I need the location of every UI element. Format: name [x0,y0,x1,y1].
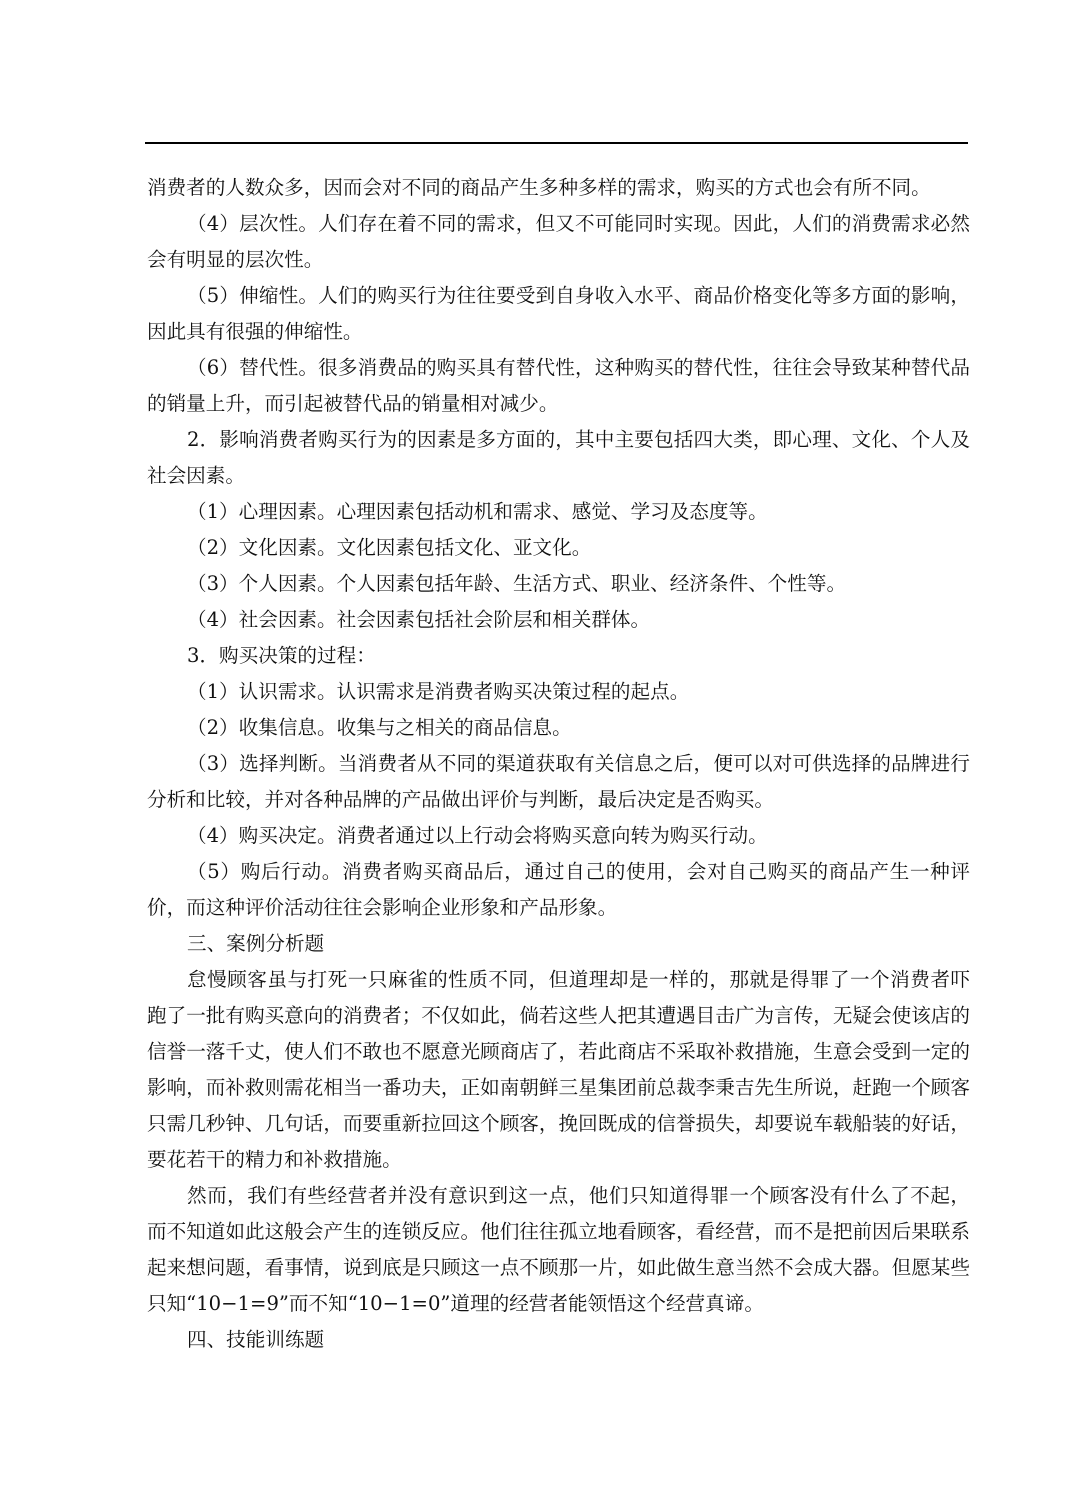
paragraph: （6）替代性。很多消费品的购买具有替代性，这种购买的替代性，往往会导致某种替代品的销量上升，而引起被替代品的销量相对减少。 [147,356,970,415]
section-heading: 四、技能训练题 [187,1328,325,1351]
paragraph: （3）选择判断。当消费者从不同的渠道获取有关信息之后，便可以对可供选择的品牌进行分析和比较，并对各种品牌的产品做出评价与判断，最后决定是否购买。 [147,752,970,811]
paragraph: （4）社会因素。社会因素包括社会阶层和相关群体。 [187,608,651,631]
paragraph: （4）购买决定。消费者通过以上行动会将购买意向转为购买行动。 [187,824,768,847]
paragraph: （4）层次性。人们存在着不同的需求，但又不可能同时实现。因此，人们的消费需求必然会有明显的层次性。 [147,212,970,271]
paragraph: 消费者的人数众多，因而会对不同的商品产生多种多样的需求，购买的方式也会有所不同。 [147,176,931,199]
paragraph: 然而，我们有些经营者并没有意识到这一点，他们只知道得罪一个顾客没有什么了不起，而不知道如此这般会产生的连锁反应。他们往往孤立地看顾客，看经营，而不是把前因后果联系起来想问题，看事情，说到底是只顾这一点不顾那一片，如此做生意当然不会成大器。但愿某些只知“10−1=9”而不知“10−1=0”道理的经营者能领悟这个经营真谛。 [147,1184,970,1315]
paragraph: （2）文化因素。文化因素包括文化、亚文化。 [187,536,592,559]
paragraph: （1）心理因素。心理因素包括动机和需求、感觉、学习及态度等。 [187,500,768,523]
paragraph: （2）收集信息。收集与之相关的商品信息。 [187,716,572,739]
paragraph: 3．购买决策的过程： [187,644,376,667]
paragraph: （1）认识需求。认识需求是消费者购买决策过程的起点。 [187,680,690,703]
body-text [147,170,970,1358]
paragraph: （3）个人因素。个人因素包括年龄、生活方式、职业、经济条件、个性等。 [187,572,847,595]
paragraph: 怠慢顾客虽与打死一只麻雀的性质不同，但道理却是一样的，那就是得罪了一个消费者吓跑了一批有购买意向的消费者；不仅如此，倘若这些人把其遭遇目击广为言传，无疑会使该店的信誉一落千丈，使人们不敢也不愿意光顾商店了，若此商店不采取补救措施，生意会受到一定的影响，而补救则需花相当一番功夫，正如南朝鲜三星集团前总裁李秉吉先生所说，赶跑一个顾客只需几秒钟、几句话，而要重新拉回这个顾客，挽回既成的信誉损失，却要说车载船装的好话，要花若干的精力和补救措施。 [147,968,970,1171]
paragraph: （5）伸缩性。人们的购买行为往往要受到自身收入水平、商品价格变化等多方面的影响，因此具有很强的伸缩性。 [147,284,970,343]
paragraph: 2．影响消费者购买行为的因素是多方面的，其中主要包括四大类，即心理、文化、个人及社会因素。 [147,428,970,487]
header-rule [145,142,968,144]
paragraph: （5）购后行动。消费者购买商品后，通过自己的使用，会对自己购买的商品产生一种评价，而这种评价活动往往会影响企业形象和产品形象。 [147,860,970,919]
section-heading: 三、案例分析题 [187,932,325,955]
